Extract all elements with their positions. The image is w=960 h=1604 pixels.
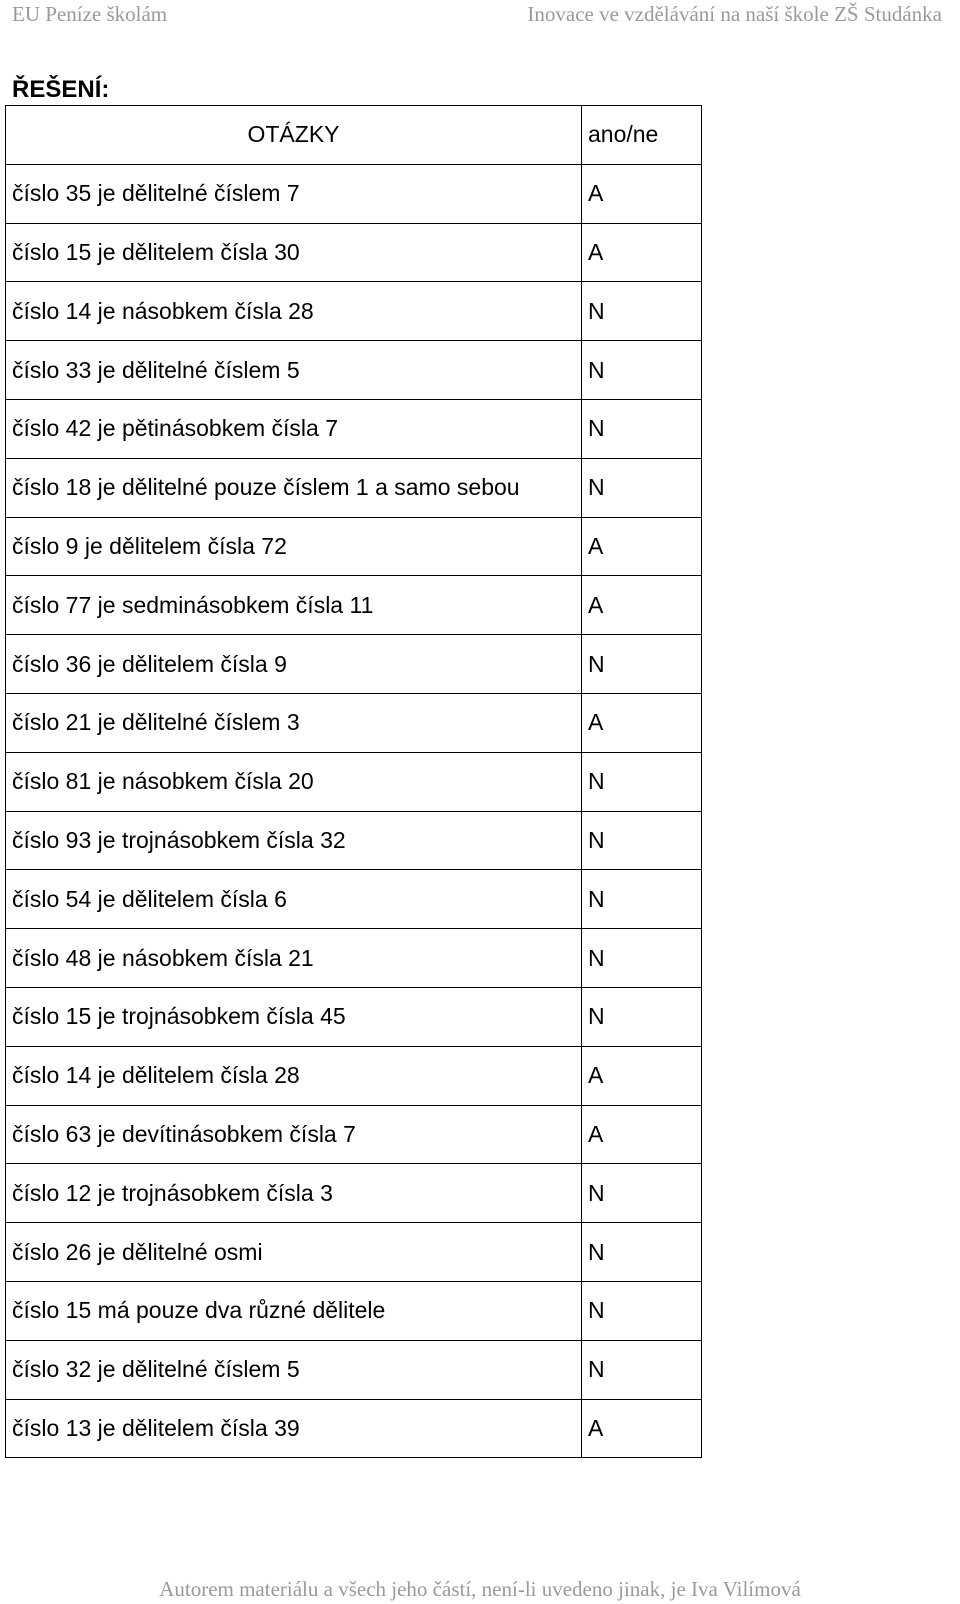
- table-row: [6, 282, 702, 341]
- answer-cell: N: [582, 635, 702, 694]
- question-cell: číslo 54 je dělitelem čísla 6: [6, 870, 582, 929]
- question-cell: číslo 36 je dělitelem čísla 9: [6, 635, 582, 694]
- answer-cell: N: [582, 870, 702, 929]
- answer-cell: N: [582, 1164, 702, 1223]
- question-cell: číslo 18 je dělitelné pouze číslem 1 a samo sebou: [6, 458, 582, 517]
- answer-cell: A: [582, 576, 702, 635]
- question-cell: číslo 81 je násobkem čísla 20: [6, 752, 582, 811]
- answer-cell: N: [582, 929, 702, 988]
- answer-cell: N: [582, 752, 702, 811]
- answer-cell: A: [582, 517, 702, 576]
- header-school-name: Inovace ve vzdělávání na naší škole ZŠ Studánka: [527, 2, 942, 26]
- answer-cell: A: [582, 1046, 702, 1105]
- answer-cell: N: [582, 458, 702, 517]
- table-row: [6, 458, 702, 517]
- table-row: [6, 1281, 702, 1340]
- table-row: [6, 693, 702, 752]
- answer-cell: A: [582, 1105, 702, 1164]
- answer-cell: A: [582, 164, 702, 223]
- questions-column-header: OTÁZKY: [6, 106, 582, 165]
- table-row: [6, 1046, 702, 1105]
- question-cell: číslo 12 je trojnásobkem čísla 3: [6, 1164, 582, 1223]
- table-row: [6, 576, 702, 635]
- header-project-name: EU Peníze školám: [12, 2, 168, 26]
- question-cell: číslo 21 je dělitelné číslem 3: [6, 693, 582, 752]
- answer-column-header: ano/ne: [582, 106, 702, 165]
- section-title: ŘEŠENÍ:: [12, 76, 110, 103]
- answer-cell: A: [582, 693, 702, 752]
- table-row: [6, 1164, 702, 1223]
- table-row: [6, 1105, 702, 1164]
- question-cell: číslo 15 je dělitelem čísla 30: [6, 223, 582, 282]
- answer-cell: N: [582, 1281, 702, 1340]
- table-header-row: [6, 106, 702, 165]
- answer-cell: N: [582, 341, 702, 400]
- answer-cell: N: [582, 1223, 702, 1282]
- question-cell: číslo 77 je sedminásobkem čísla 11: [6, 576, 582, 635]
- question-cell: číslo 32 je dělitelné číslem 5: [6, 1340, 582, 1399]
- question-cell: číslo 14 je dělitelem čísla 28: [6, 1046, 582, 1105]
- question-cell: číslo 93 je trojnásobkem čísla 32: [6, 811, 582, 870]
- table-row: [6, 1340, 702, 1399]
- table-row: [6, 987, 702, 1046]
- answer-cell: N: [582, 1340, 702, 1399]
- answer-cell: N: [582, 282, 702, 341]
- footer-author-note: Autorem materiálu a všech jeho částí, není-li uvedeno jinak, je Iva Vilímová: [159, 1577, 801, 1601]
- table-row: [6, 517, 702, 576]
- answer-cell: A: [582, 223, 702, 282]
- table-row: [6, 1223, 702, 1282]
- question-cell: číslo 63 je devítinásobkem čísla 7: [6, 1105, 582, 1164]
- question-cell: číslo 35 je dělitelné číslem 7: [6, 164, 582, 223]
- question-cell: číslo 48 je násobkem čísla 21: [6, 929, 582, 988]
- table-row: [6, 929, 702, 988]
- question-cell: číslo 26 je dělitelné osmi: [6, 1223, 582, 1282]
- answer-cell: N: [582, 987, 702, 1046]
- table-row: [6, 399, 702, 458]
- table-row: [6, 870, 702, 929]
- question-cell: číslo 13 je dělitelem čísla 39: [6, 1399, 582, 1458]
- question-cell: číslo 14 je násobkem čísla 28: [6, 282, 582, 341]
- question-cell: číslo 15 má pouze dva různé dělitele: [6, 1281, 582, 1340]
- answer-cell: N: [582, 399, 702, 458]
- table-row: [6, 811, 702, 870]
- table-row: [6, 1399, 702, 1458]
- answers-table: [5, 105, 702, 1458]
- table-row: [6, 635, 702, 694]
- question-cell: číslo 33 je dělitelné číslem 5: [6, 341, 582, 400]
- question-cell: číslo 15 je trojnásobkem čísla 45: [6, 987, 582, 1046]
- question-cell: číslo 9 je dělitelem čísla 72: [6, 517, 582, 576]
- table-row: [6, 223, 702, 282]
- table-row: [6, 341, 702, 400]
- table-row: [6, 164, 702, 223]
- answer-cell: N: [582, 811, 702, 870]
- question-cell: číslo 42 je pětinásobkem čísla 7: [6, 399, 582, 458]
- answer-cell: A: [582, 1399, 702, 1458]
- table-row: [6, 752, 702, 811]
